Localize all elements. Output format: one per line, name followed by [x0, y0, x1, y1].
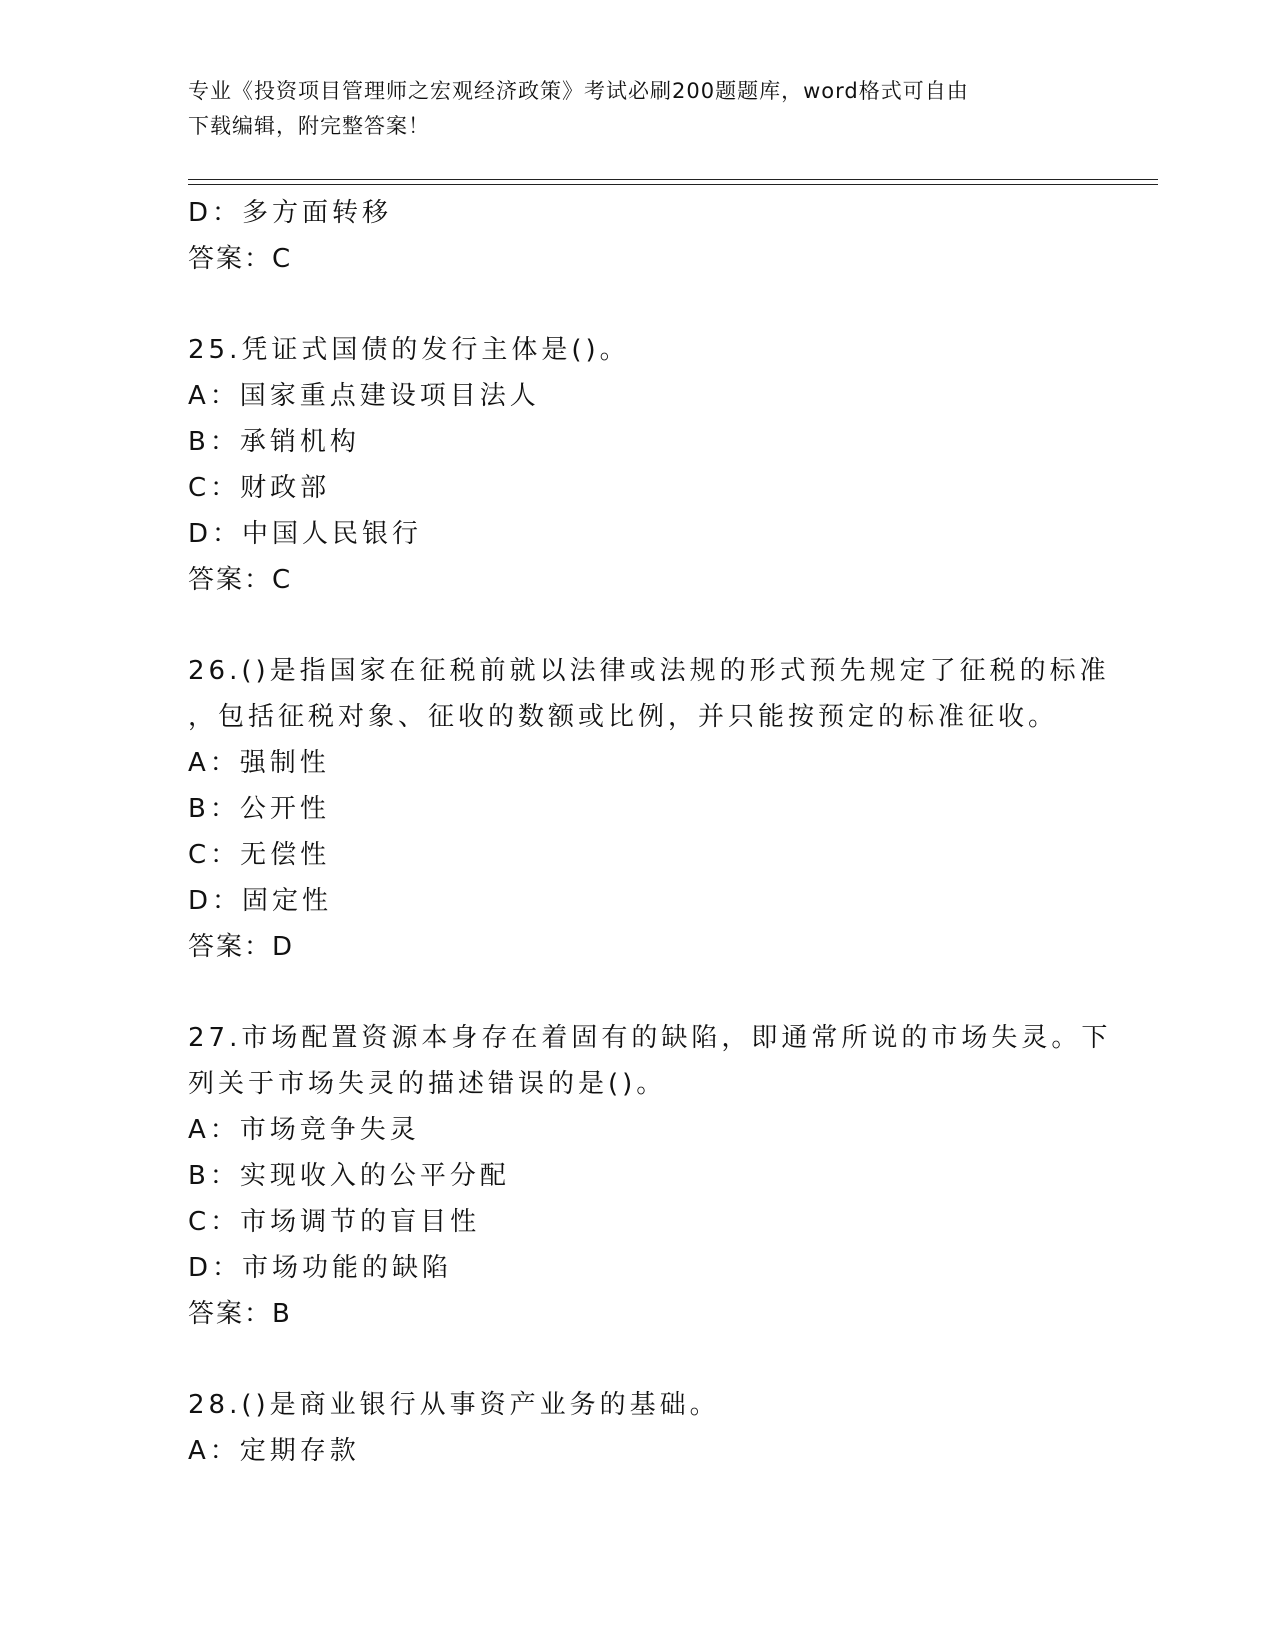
option-a: A：市场竞争失灵 — [188, 1115, 420, 1145]
document-header — [188, 74, 1088, 144]
question-list — [188, 190, 1112, 1474]
question-text-line-1: 27.市场配置资源本身存在着固有的缺陷，即通常所说的市场失灵。下 — [188, 1023, 1112, 1053]
option-b: B：实现收入的公平分配 — [188, 1161, 510, 1191]
option-a: A：国家重点建设项目法人 — [188, 381, 540, 411]
header-divider-bottom — [188, 184, 1158, 185]
question-24-tail — [188, 190, 1088, 282]
option-d: D：多方面转移 — [188, 198, 393, 228]
option-d: D：中国人民银行 — [188, 519, 423, 549]
answer: 答案：C — [188, 244, 293, 274]
question-text: 25.凭证式国债的发行主体是()。 — [188, 335, 630, 365]
option-b: B：承销机构 — [188, 427, 360, 457]
answer: 答案：C — [188, 565, 293, 595]
option-c: C：无偿性 — [188, 840, 331, 870]
header-line-1: 专业《投资项目管理师之宏观经济政策》考试必刷200题题库，word格式可自由 — [188, 79, 969, 103]
option-c: C：市场调节的盲目性 — [188, 1207, 481, 1237]
question-text-line-2: 列关于市场失灵的描述错误的是()。 — [188, 1069, 667, 1099]
option-d: D：市场功能的缺陷 — [188, 1253, 453, 1283]
answer: 答案：D — [188, 932, 295, 962]
question-26 — [188, 648, 1110, 970]
question-text-line-2: ，包括征税对象、征收的数额或比例，并只能按预定的标准征收。 — [188, 702, 1059, 732]
option-b: B：公开性 — [188, 794, 330, 824]
question-25 — [188, 327, 1088, 603]
answer: 答案：B — [188, 1299, 292, 1329]
header-divider-top — [188, 179, 1158, 180]
question-28 — [188, 1382, 1088, 1474]
question-text-line-1: 26.()是指国家在征税前就以法律或法规的形式预先规定了征税的标准 — [188, 656, 1110, 686]
option-d: D：固定性 — [188, 886, 333, 916]
option-a: A：强制性 — [188, 748, 330, 778]
header-line-2: 下载编辑，附完整答案！ — [188, 114, 430, 138]
option-a: A：定期存款 — [188, 1436, 360, 1466]
question-27 — [188, 1015, 1112, 1337]
question-text: 28.()是商业银行从事资产业务的基础。 — [188, 1390, 720, 1420]
option-c: C：财政部 — [188, 473, 331, 503]
